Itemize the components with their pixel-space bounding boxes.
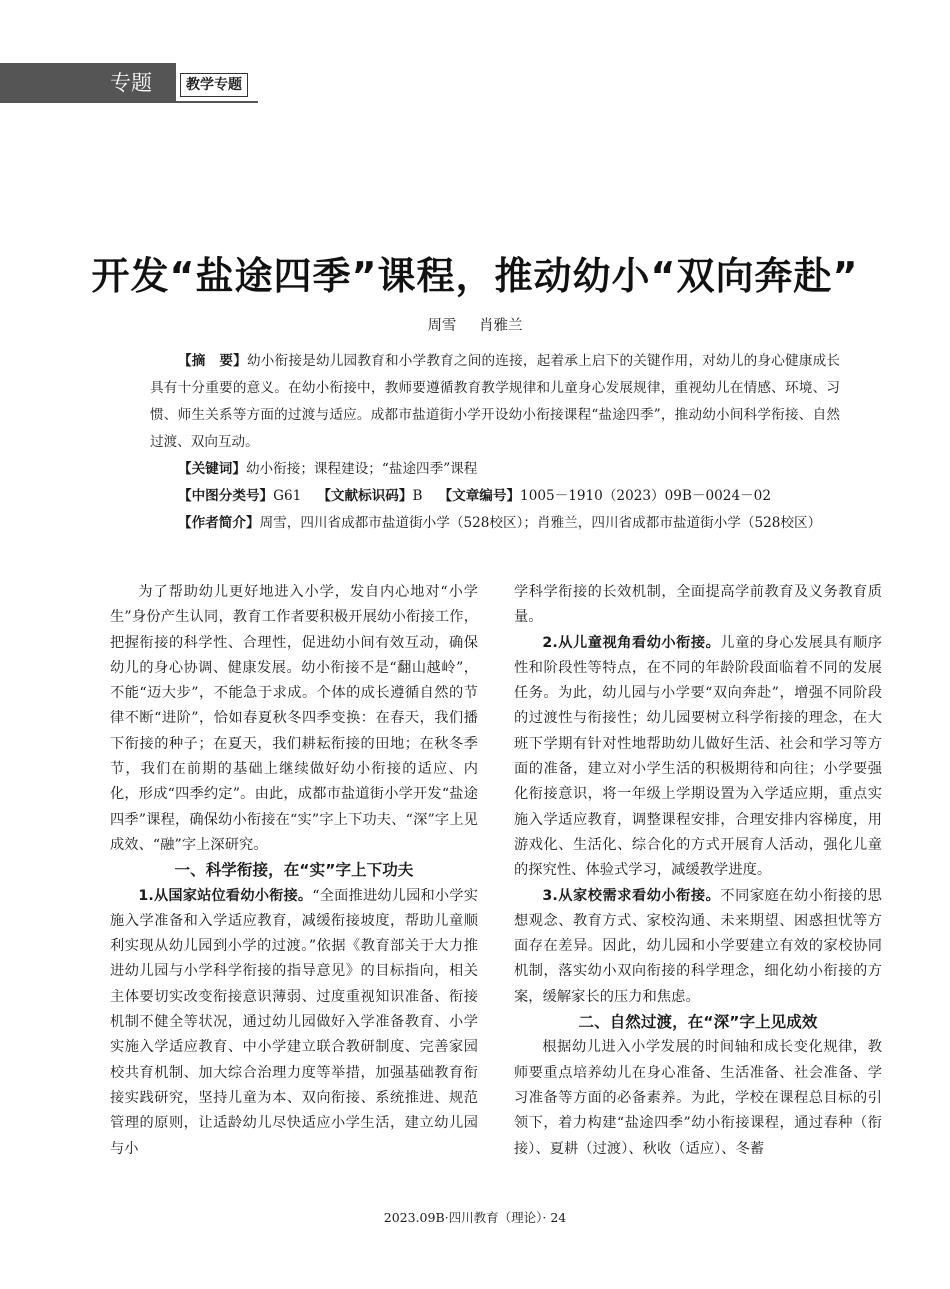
- keywords: [150, 456, 840, 483]
- paragraph-lead: 3.从家校需求看幼小衔接。: [542, 887, 721, 904]
- author-name: 肖雅兰: [479, 318, 523, 334]
- keywords-text: 幼小衔接；课程建设；“盐途四季”课程: [245, 461, 478, 477]
- section-1-paragraph-2: [514, 631, 882, 884]
- paragraph-text: “全面推进幼儿园和小学实施入学准备和入学适应教育，减缓衔接坡度，帮助儿童顺利实现从幼儿园到小学的过渡。”依据《教育部关于大力推进幼儿园与小学科学衔接的指导意见》的目标指向，相关主体要切实改变衔接意识薄弱、过度重视知识准备、衔接机制不健全等状况，通过幼儿园做好入学准备教育、小学实施入学适应教育、中小学建立联合教研制度、完善家园校共育机制、加大综合治理力度等举措，加强基础教育衔接实践研究，坚持儿童为本、双向衔接、系统推进、规范管理的原则，让适龄幼儿尽快适应小学生活，建立幼儿园与小: [110, 887, 478, 1157]
- body-column-left: [110, 580, 478, 1162]
- body-column-right: [514, 580, 882, 1162]
- doc-code-value: B: [412, 488, 423, 504]
- paragraph-lead: 2.从儿童视角看幼小衔接。: [542, 634, 721, 651]
- author-info: [150, 510, 840, 537]
- section-2-paragraph-1: 根据幼儿进入小学发展的时间轴和成长变化规律，教师要重点培养幼儿在身心准备、生活准备、社会准备、学习准备等方面的必备素养。为此，学校在课程总目标的引领下，着力构建“盐途四季”幼小衔接课程，通过春种（衔接）、夏耕（过渡）、秋收（适应）、冬蓄: [514, 1039, 882, 1157]
- intro-paragraph: 为了帮助幼儿更好地进入小学，发自内心地对“小学生”身份产生认同，教育工作者要积极开展幼小衔接工作，把握衔接的科学性、合理性，促进幼小间有效互动，确保幼儿的身心协调、健康发展。幼小衔接不是“翻山越岭”，不能“迈大步”，不能急于求成。个体的成长遵循自然的节律不断“进阶”，恰如春夏秋冬四季变换：在春天，我们播下衔接的种子；在夏天，我们耕耘衔接的田地；在秋冬季节，我们在前期的基础上继续做好幼小衔接的适应、内化，形成“四季约定”。由此，成都市盐道街小学开发“盐途四季”课程，确保幼小衔接在“实”字上下功夫、“深”字上见成效、“融”字上深研究。: [110, 584, 478, 853]
- section-1-paragraph-3: [514, 884, 882, 1010]
- article-title: 开发“盐途四季”课程，推动幼小“双向奔赴”: [91, 254, 859, 298]
- paragraph-text: 不同家庭在幼小衔接的思想观念、教育方式、家校沟通、未来期望、困惑担忧等方面存在差异。因此，幼儿园和小学要建立有效的家校协同机制，落实幼小双向衔接的科学理念，细化幼小衔接的方案，缓解家长的压力和焦虑。: [514, 887, 882, 1005]
- keywords-label: 【关键词】: [178, 461, 246, 477]
- doc-code-label: 【文献标识码】: [317, 488, 413, 504]
- section-1-paragraph-1: [110, 884, 478, 1162]
- abstract: [150, 348, 840, 456]
- clc-label: 【中图分类号】: [178, 488, 274, 504]
- page-footer: 2023.09B·四川教育（理论）· 24: [383, 1210, 567, 1225]
- clc-value: G61: [273, 488, 302, 504]
- article-number-value: 1005－1910（2023）09B－0024－02: [520, 488, 771, 504]
- paragraph-text: 儿童的身心发展具有顺序性和阶段性等特点，在不同的年龄阶段面临着不同的发展任务。为此，幼儿园与小学要“双向奔赴”，增强不同阶段的过渡性与衔接性；幼儿园要树立科学衔接的理念，在大班下学期有针对性地帮助幼儿做好生活、社会和学习等方面的准备，建立对小学生活的积极期待和向往；小学要强化衔接意识，将一年级上学期设置为入学适应期，重点实施入学适应教育，调整课程安排，合理安排内容梯度，用游戏化、生活化、综合化的方式开展育人活动，强化儿童的探究性、体验式学习，减缓教学进度。: [514, 634, 882, 879]
- author-info-label: 【作者简介】: [178, 515, 260, 531]
- author-name: 周雪: [427, 318, 457, 334]
- author-info-text: 周雪，四川省成都市盐道街小学（528校区）；肖雅兰，四川省成都市盐道街小学（528校区）: [259, 515, 822, 531]
- abstract-label: 【摘 要】: [178, 353, 247, 369]
- paragraph-lead: 1.从国家站位看幼小衔接。: [138, 887, 313, 904]
- author-list: [0, 314, 950, 335]
- section-2-heading: 二、自然过渡，在“深”字上见成效: [578, 1013, 818, 1032]
- header-rule: [176, 101, 258, 103]
- section-1-heading: 一、科学衔接，在“实”字上下功夫: [174, 861, 414, 880]
- classification-line: [150, 483, 840, 510]
- subsection-label: 教学专题: [180, 73, 248, 97]
- abstract-text: 幼小衔接是幼儿园教育和小学教育之间的连接，起着承上启下的关键作用，对幼儿的身心健康成长具有十分重要的意义。在幼小衔接中，教师要遵循教育教学规律和儿童身心发展规律，重视幼儿在情感、环境、习惯、师生关系等方面的过渡与适应。成都市盐道街小学开设幼小衔接课程“盐途四季”，推动幼小间科学衔接、自然过渡、双向互动。: [150, 353, 841, 450]
- article-metadata: [150, 348, 840, 537]
- section-banner: 专题: [0, 63, 176, 103]
- article-number-label: 【文章编号】: [438, 488, 521, 504]
- section-1-paragraph-1-continued: 学科学衔接的长效机制，全面提高学前教育及义务教育质量。: [514, 584, 882, 626]
